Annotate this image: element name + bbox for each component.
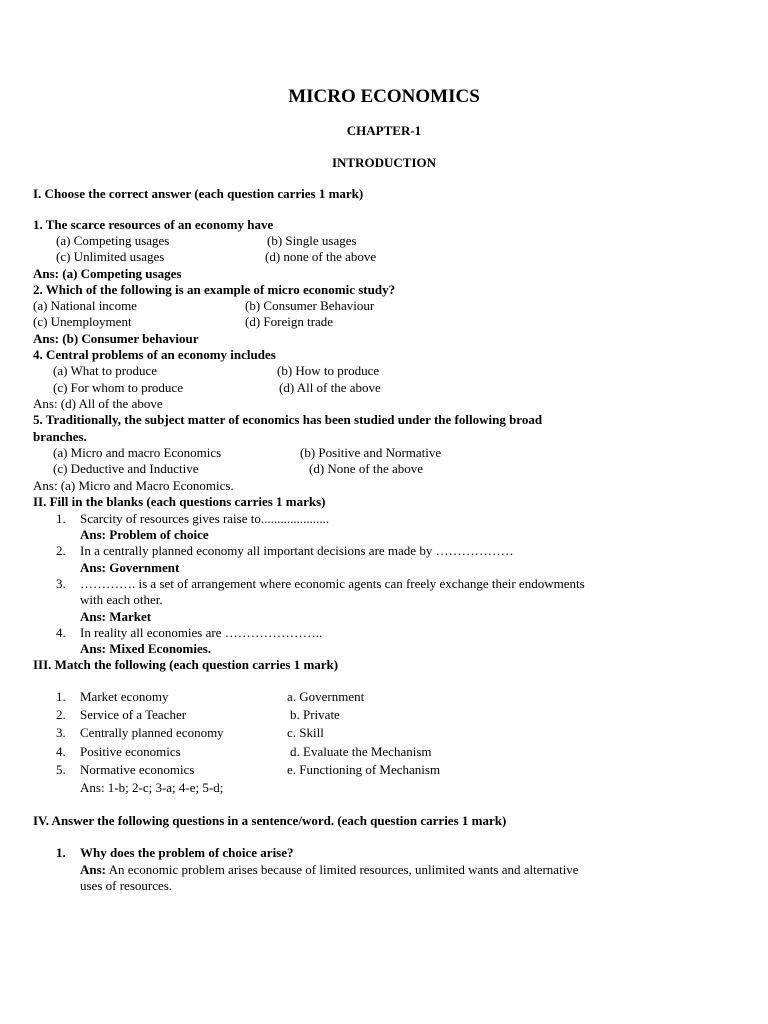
match-5-number: 5. <box>56 762 66 777</box>
fill-3-number: 3. <box>56 576 66 591</box>
match-1-right: a. Government <box>287 689 365 704</box>
fill-3-answer: Ans: Market <box>80 609 152 624</box>
q4-option-b: (b) Positive and Normative <box>300 445 442 460</box>
match-answer: Ans: 1-b; 2-c; 3-a; 4-e; 5-d; <box>80 780 224 795</box>
match-3-left: Centrally planned economy <box>80 725 224 740</box>
q1-option-d: (d) none of the above <box>265 249 377 264</box>
match-3-number: 3. <box>56 725 66 740</box>
q3-option-b: (b) How to produce <box>277 363 380 378</box>
document-title: MICRO ECONOMICS <box>288 86 480 107</box>
short-1-answer-label: Ans: <box>80 862 107 877</box>
fill-4-answer: Ans: Mixed Economies. <box>80 641 212 656</box>
q2-option-b: (b) Consumer Behaviour <box>245 298 375 313</box>
fill-3-text-line-2: with each other. <box>80 592 163 607</box>
q3-answer: Ans: (d) All of the above <box>33 396 163 411</box>
match-4-number: 4. <box>56 744 66 759</box>
fill-2-answer: Ans: Government <box>80 560 180 575</box>
chapter-label: CHAPTER-1 <box>346 123 422 138</box>
match-2-right: b. Private <box>290 707 340 722</box>
q2-option-a: (a) National income <box>33 298 137 313</box>
short-1-answer-line-1 <box>80 862 579 878</box>
short-1-number: 1. <box>56 845 66 860</box>
q3-option-a: (a) What to produce <box>53 363 158 378</box>
fill-1-answer: Ans: Problem of choice <box>80 527 209 542</box>
match-4-right: d. Evaluate the Mechanism <box>290 744 432 759</box>
q2-option-d: (d) Foreign trade <box>245 314 334 329</box>
q1-option-a: (a) Competing usages <box>56 233 170 248</box>
q1-option-b: (b) Single usages <box>267 233 357 248</box>
part-1-heading: I. Choose the correct answer (each question carries 1 mark) <box>33 186 364 201</box>
q1-answer: Ans: (a) Competing usages <box>33 266 182 281</box>
q4-option-d: (d) None of the above <box>309 461 424 476</box>
match-2-left: Service of a Teacher <box>80 707 187 722</box>
short-1-answer-line-2: uses of resources. <box>80 878 173 893</box>
match-3-right: c. Skill <box>287 725 324 740</box>
fill-2-number: 2. <box>56 543 66 558</box>
match-5-right: e. Functioning of Mechanism <box>287 762 441 777</box>
short-1-question: Why does the problem of choice arise? <box>80 845 294 860</box>
q1-option-c: (c) Unlimited usages <box>56 249 165 264</box>
fill-3-text-line-1: …………. is a set of arrangement where economic agents can freely exchange their endowments <box>80 576 585 591</box>
q4-answer: Ans: (a) Micro and Macro Economics. <box>33 478 234 493</box>
q3-option-c: (c) For whom to produce <box>53 380 183 395</box>
q4-option-a: (a) Micro and macro Economics <box>53 445 222 460</box>
fill-1-text: Scarcity of resources gives raise to..................... <box>80 511 330 526</box>
q4-text-line-2: branches. <box>33 429 87 444</box>
match-1-left: Market economy <box>80 689 169 704</box>
fill-1-number: 1. <box>56 511 66 526</box>
match-4-left: Positive economics <box>80 744 181 759</box>
q2-option-c: (c) Unemployment <box>33 314 132 329</box>
section-heading: INTRODUCTION <box>331 155 436 170</box>
short-1-answer-text: An economic problem arises because of limited resources, unlimited wants and alternative <box>108 862 579 877</box>
q1-text: 1. The scarce resources of an economy have <box>33 217 274 232</box>
q4-option-c: (c) Deductive and Inductive <box>53 461 199 476</box>
part-2-heading: II. Fill in the blanks (each questions carries 1 marks) <box>33 494 326 509</box>
fill-4-text: In reality all economies are ………………….. <box>80 625 323 640</box>
fill-4-number: 4. <box>56 625 66 640</box>
fill-2-text: In a centrally planned economy all important decisions are made by ……………… <box>80 543 514 558</box>
q3-text: 4. Central problems of an economy includes <box>33 347 276 362</box>
match-5-left: Normative economics <box>80 762 195 777</box>
q2-answer: Ans: (b) Consumer behaviour <box>33 331 199 346</box>
part-3-heading: III. Match the following (each question carries 1 mark) <box>33 657 339 672</box>
q3-option-d: (d) All of the above <box>279 380 381 395</box>
match-1-number: 1. <box>56 689 66 704</box>
part-4-heading: IV. Answer the following questions in a sentence/word. (each question carries 1 mark) <box>33 813 507 828</box>
q4-text-line-1: 5. Traditionally, the subject matter of economics has been studied under the following broad <box>33 412 543 427</box>
q2-text: 2. Which of the following is an example of micro economic study? <box>33 282 396 297</box>
match-2-number: 2. <box>56 707 66 722</box>
